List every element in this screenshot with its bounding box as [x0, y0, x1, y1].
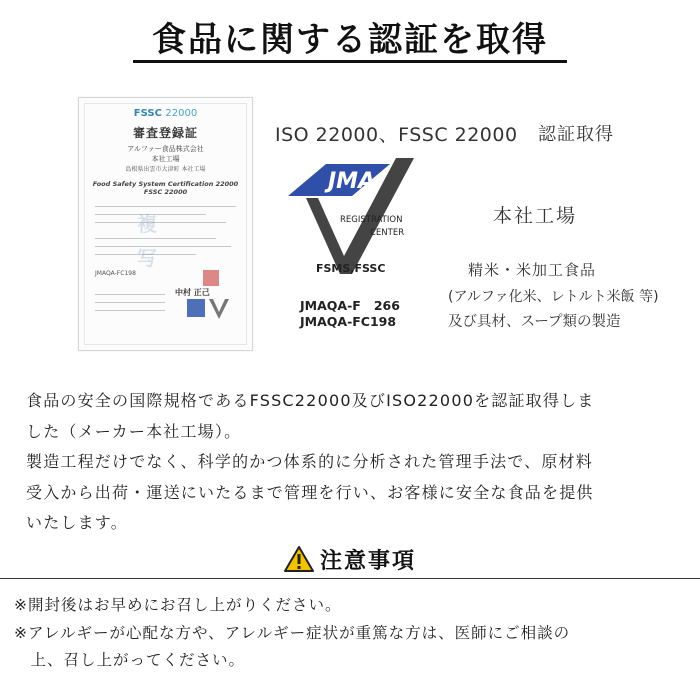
caution-note: ※開封後はお早めにお召し上がりください。	[14, 596, 342, 614]
fssc-logo	[85, 108, 246, 119]
caution-notes	[14, 592, 694, 675]
registration-text: REGISTRATION	[340, 215, 403, 225]
certificate-standard-short: FSSC 22000	[143, 188, 188, 196]
jma-registration-logo-icon	[286, 158, 436, 298]
description-paragraph	[26, 386, 676, 539]
certificate-image	[78, 97, 253, 351]
center-text: CENTER	[370, 228, 405, 238]
page-title: 食品に関する認証を取得	[152, 20, 548, 60]
watermark-fuku: 複	[137, 212, 157, 236]
iso-certification-suffix: 認証取得	[538, 124, 614, 145]
certificate-address: 島根県出雲市大津町 本社工場	[125, 166, 206, 173]
seal-stamp	[203, 270, 219, 286]
certificate-border	[84, 103, 247, 345]
caution-heading	[0, 544, 700, 575]
certificate-rule	[95, 238, 216, 239]
scope-site: 本社工場	[493, 205, 578, 227]
certificate-rule	[95, 222, 226, 223]
certificate-standard: Food Safety System Certification 22000	[92, 180, 239, 188]
certificate-site: 本社工場	[151, 155, 180, 163]
jma-logo-text: JMA	[328, 169, 376, 194]
scope-line-2: (アルファ化米、レトルト米飯 等)	[448, 289, 659, 305]
scope-line-1: 精米・米加工食品	[468, 261, 597, 279]
caution-note: 上、召し上がってください。	[14, 651, 246, 669]
certificate-rule	[95, 294, 165, 295]
certificate-heading: 審査登録証	[132, 126, 198, 140]
jma-registration-codes	[300, 298, 400, 330]
caution-divider	[0, 578, 700, 579]
description-line: した（メーカー本社工場）。	[26, 421, 242, 441]
fsms-fssc-text: FSMS,FSSC	[316, 262, 386, 275]
fssc-logo-prefix: FSSC	[133, 108, 162, 119]
caution-heading-inner	[278, 544, 422, 575]
caution-note: ※アレルギーが心配な方や、アレルギー症状が重篤な方は、医師にご相談の	[14, 623, 571, 642]
certificate-signature: 中村 正己	[175, 288, 210, 297]
description-line: 食品の安全の国際規格であるFSSC22000及びISO22000を認証取得しま	[26, 391, 595, 410]
description-line: いたします。	[26, 513, 128, 532]
jma-code-1: JMAQA-F 266	[300, 298, 400, 313]
warning-icon	[284, 545, 314, 573]
certificate-company: アルファー食品株式会社	[127, 145, 204, 153]
scope-line-3: 及び具材、スープ類の製造	[448, 314, 621, 330]
iso-certification-label: ISO 22000、FSSC 22000	[275, 124, 518, 146]
watermark-sha: 写	[137, 246, 157, 270]
certificate-rule	[95, 302, 165, 303]
jma-code-2: JMAQA-FC198	[300, 314, 397, 329]
description-line: 製造工程だけでなく、科学的かつ体系的に分析された管理手法で、原材料	[26, 452, 593, 471]
certificate-rule	[95, 206, 236, 207]
caution-title: 注意事項	[319, 549, 416, 574]
certificate-rule	[95, 310, 165, 311]
certificate-reg-no: JMAQA-FC198	[95, 270, 136, 277]
mini-jma-logo-icon	[185, 297, 235, 321]
fssc-logo-number: 22000	[165, 108, 198, 119]
certificate-rule	[95, 246, 231, 247]
title-underline	[133, 60, 567, 63]
description-line: 受入から出荷・運送にいたるまで管理を行い、お客様に安全な食品を提供	[26, 482, 594, 502]
